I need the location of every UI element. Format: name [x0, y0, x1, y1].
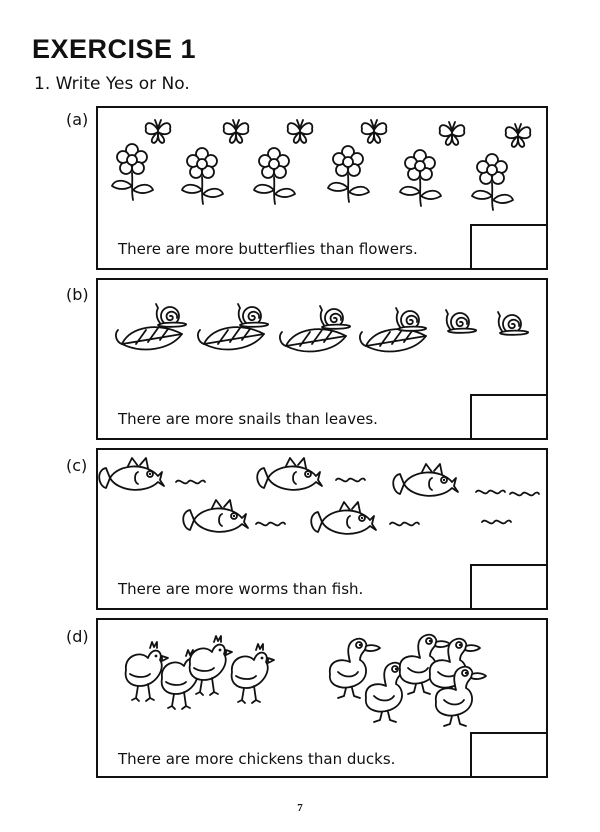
answer-box-b[interactable]	[470, 394, 548, 440]
butterfly-icon	[146, 120, 171, 143]
answer-box-c[interactable]	[470, 564, 548, 610]
butterfly-icon	[440, 122, 465, 145]
question-label-c: (c)	[66, 456, 88, 475]
snail-icon	[320, 306, 350, 329]
fish-icon	[311, 502, 376, 534]
leaf-icon	[116, 327, 182, 349]
butterfly-icon	[224, 120, 249, 143]
question-box-a	[96, 106, 548, 270]
exercise-heading: EXERCISE 1	[32, 34, 197, 64]
flower-icon	[254, 148, 295, 204]
flower-icon	[112, 144, 153, 200]
flower-icon	[328, 146, 369, 202]
flower-icon	[182, 148, 223, 204]
worm-icon	[476, 491, 505, 494]
flowers-butterflies-illustration	[98, 108, 550, 238]
snail-icon	[446, 310, 476, 333]
chickens-ducks-illustration	[98, 620, 550, 730]
fish-icon	[393, 464, 458, 496]
snail-icon	[238, 304, 268, 327]
fish-icon	[183, 500, 248, 532]
worm-icon	[482, 521, 511, 524]
question-box-d	[96, 618, 548, 778]
question-label-a: (a)	[66, 110, 89, 129]
leaf-icon	[198, 327, 264, 349]
worm-icon	[336, 479, 365, 482]
statement-a: There are more butterflies than flowers.	[118, 240, 418, 258]
butterfly-icon	[288, 120, 313, 143]
flower-icon	[472, 154, 513, 210]
question-label-d: (d)	[66, 627, 89, 646]
snail-icon	[498, 312, 528, 335]
worm-icon	[390, 523, 419, 526]
answer-box-a[interactable]	[470, 224, 548, 270]
statement-d: There are more chickens than ducks.	[118, 750, 396, 768]
snail-icon	[156, 304, 186, 327]
question-box-c	[96, 448, 548, 610]
snails-leaves-illustration	[98, 280, 550, 380]
flower-icon	[400, 150, 441, 206]
fish-worms-illustration	[98, 450, 550, 560]
leaf-icon	[280, 329, 346, 351]
snail-icon	[396, 308, 426, 331]
worm-icon	[176, 481, 205, 484]
chicken-icon	[232, 644, 274, 703]
chicken-icon	[190, 636, 232, 695]
statement-c: There are more worms than fish.	[118, 580, 364, 598]
butterfly-icon	[506, 124, 531, 147]
answer-box-d[interactable]	[470, 732, 548, 778]
instruction-text: 1. Write Yes or No.	[34, 74, 190, 94]
page-number: 7	[297, 802, 303, 814]
question-box-b	[96, 278, 548, 440]
leaf-icon	[360, 329, 426, 351]
worm-icon	[256, 523, 285, 526]
butterfly-icon	[362, 120, 387, 143]
fish-icon	[99, 458, 164, 490]
question-label-b: (b)	[66, 285, 89, 304]
worm-icon	[510, 493, 539, 496]
statement-b: There are more snails than leaves.	[118, 410, 378, 428]
fish-icon	[257, 458, 322, 490]
